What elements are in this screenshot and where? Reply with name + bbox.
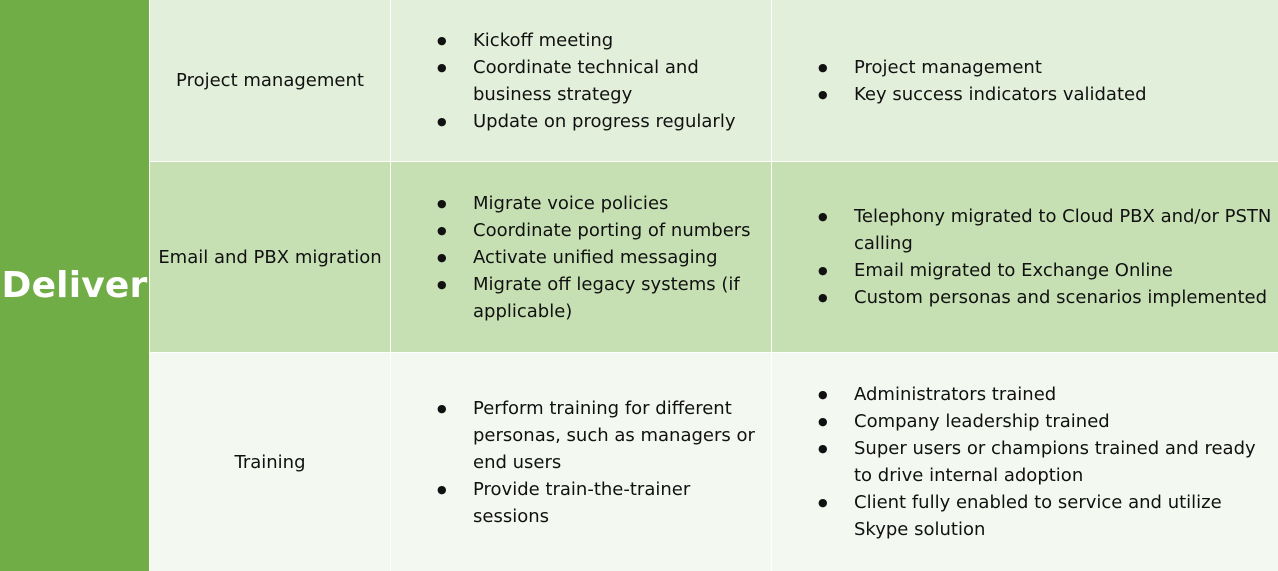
outcomes-cell-project-management — [771, 0, 1278, 162]
area-cell-training — [149, 353, 390, 571]
outcomes-list — [772, 54, 1153, 108]
list-item: ● Perform training for different personas, such as managers or end users — [473, 395, 761, 476]
outcomes-list — [772, 203, 1278, 311]
list-item: ● Email migrated to Exchange Online — [854, 257, 1272, 284]
list-item: ● Migrate off legacy systems (if applicable) — [473, 271, 761, 325]
activities-cell-email-pbx-migration — [390, 162, 771, 353]
activities-cell-training — [390, 353, 771, 571]
outcomes-cell-training — [771, 353, 1278, 571]
list-item: ● Provide train-the-trainer sessions — [473, 476, 761, 530]
list-item: ● Coordinate technical and business strategy — [473, 54, 761, 108]
list-item: ● Administrators trained — [854, 381, 1272, 408]
list-item: ● Telephony migrated to Cloud PBX and/or PSTN calling — [854, 203, 1272, 257]
list-item: ● Company leadership trained — [854, 408, 1272, 435]
list-item: ● Update on progress regularly — [473, 108, 761, 135]
outcomes-cell-email-pbx-migration — [771, 162, 1278, 353]
list-item: ● Custom personas and scenarios implemented — [854, 284, 1272, 311]
phase-label: Deliver — [1, 265, 148, 306]
outcomes-list — [772, 381, 1278, 543]
area-cell-project-management — [149, 0, 390, 162]
activities-list — [391, 395, 771, 530]
area-cell-email-pbx-migration — [149, 162, 390, 353]
list-item: ● Activate unified messaging — [473, 244, 761, 271]
area-label: Project management — [176, 70, 364, 91]
list-item: ● Kickoff meeting — [473, 27, 761, 54]
list-item: ● Project management — [854, 54, 1147, 81]
list-item: ● Migrate voice policies — [473, 190, 761, 217]
list-item: ● Coordinate porting of numbers — [473, 217, 761, 244]
activities-list — [391, 27, 771, 135]
activities-list — [391, 190, 771, 325]
list-item: ● Key success indicators validated — [854, 81, 1147, 108]
list-item: ● Client fully enabled to service and utilize Skype solution — [854, 489, 1272, 543]
area-label: Email and PBX migration — [158, 246, 382, 268]
activities-cell-project-management — [390, 0, 771, 162]
phase-cell — [0, 0, 149, 571]
area-label: Training — [234, 451, 306, 473]
list-item: ● Super users or champions trained and ready to drive internal adoption — [854, 435, 1272, 489]
